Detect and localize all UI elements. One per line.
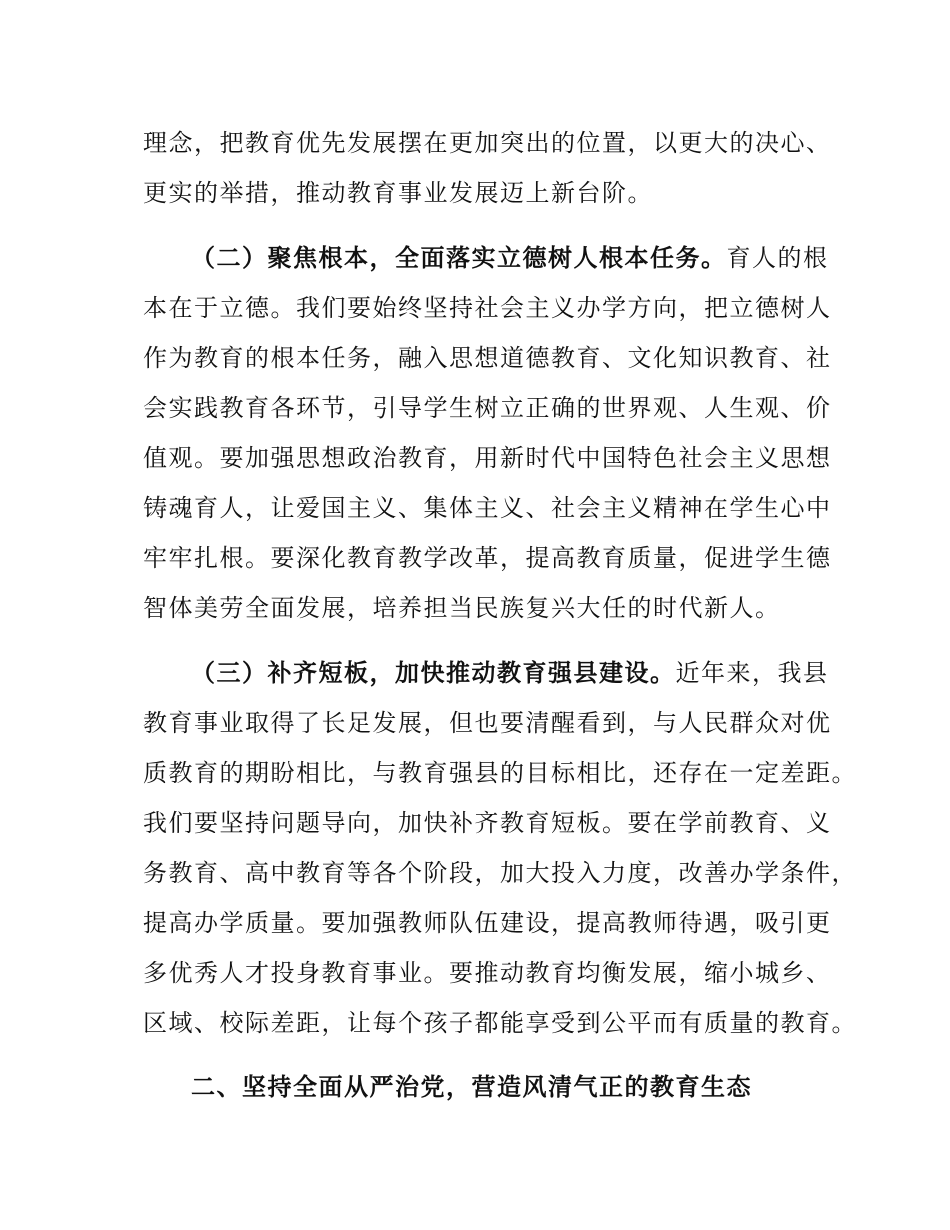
paragraph-line: 多优秀人才投身教育事业。要推动教育均衡发展，缩小城乡、 — [143, 959, 832, 987]
paragraph-line: 智体美劳全面发展，培养担当民族复兴大任的时代新人。 — [143, 594, 781, 622]
paragraph-line: 质教育的期盼相比，与教育强县的目标相比，还存在一定差距。 — [143, 759, 857, 787]
paragraph-line: 牢牢扎根。要深化教育教学改革，提高教育质量，促进学生德 — [143, 544, 832, 572]
paragraph-line: 本在于立德。我们要始终坚持社会主义办学方向，把立德树人 — [143, 294, 832, 322]
section-heading: 二、坚持全面从严治党，营造风清气正的教育生态 — [191, 1073, 752, 1101]
subsection-heading: （二）聚焦根本，全面落实立德树人根本任务。 — [191, 244, 727, 272]
paragraph-line: 提高办学质量。要加强教师队伍建设，提高教师待遇，吸引更 — [143, 909, 832, 937]
paragraph-line: 区域、校际差距，让每个孩子都能享受到公平而有质量的教育。 — [143, 1009, 857, 1037]
paragraph-text: 育人的根 — [726, 244, 829, 272]
paragraph-line: 作为教育的根本任务，融入思想道德教育、文化知识教育、社 — [143, 344, 832, 372]
paragraph-text: 近年来，我县 — [675, 659, 829, 687]
paragraph-first-line — [191, 658, 829, 688]
paragraph-line: 务教育、高中教育等各个阶段，加大投入力度，改善办学条件， — [143, 859, 857, 887]
paragraph-line: 教育事业取得了长足发展，但也要清醒看到，与人民群众对优 — [143, 709, 832, 737]
subsection-heading: （三）补齐短板，加快推动教育强县建设。 — [191, 659, 676, 687]
paragraph-line: 会实践教育各环节，引导学生树立正确的世界观、人生观、价 — [143, 394, 832, 422]
paragraph-line: 我们要坚持问题导向，加快补齐教育短板。要在学前教育、义 — [143, 809, 832, 837]
paragraph-line: 值观。要加强思想政治教育，用新时代中国特色社会主义思想 — [143, 444, 832, 472]
paragraph-line: 更实的举措，推动教育事业发展迈上新台阶。 — [143, 179, 653, 207]
paragraph-first-line — [191, 243, 829, 273]
paragraph-line: 理念，把教育优先发展摆在更加突出的位置，以更大的决心、 — [143, 129, 832, 157]
paragraph-line: 铸魂育人，让爱国主义、集体主义、社会主义精神在学生心中 — [143, 494, 832, 522]
